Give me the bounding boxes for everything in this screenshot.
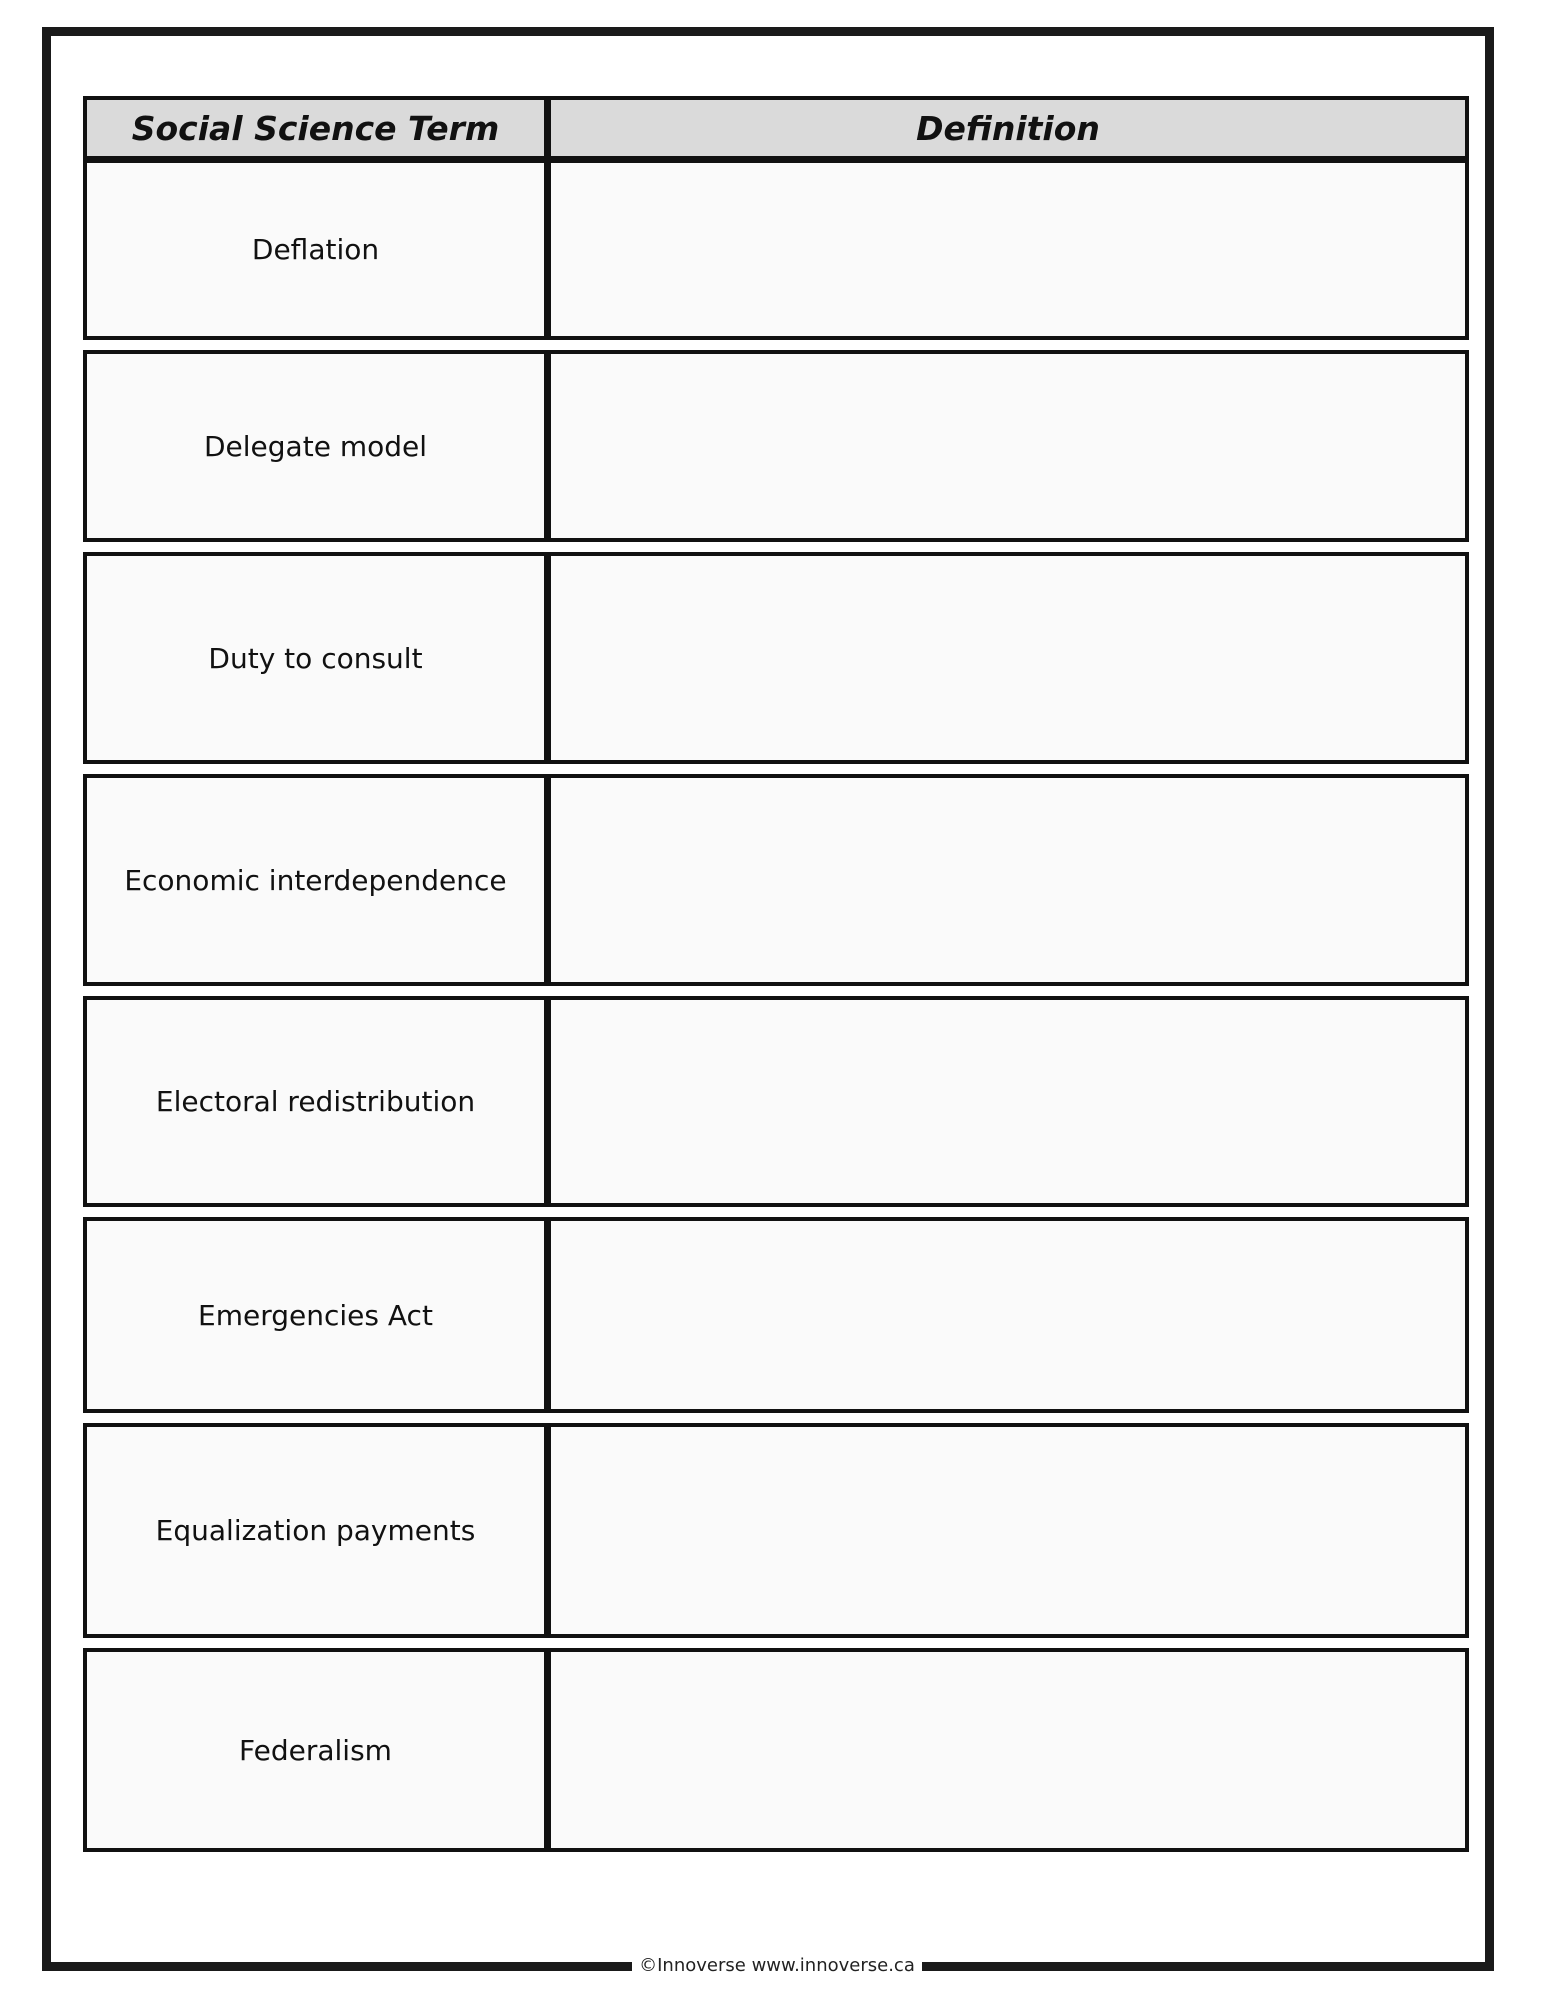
term-cell-emergencies-act — [83, 1217, 548, 1413]
header-term-label: Social Science Term — [131, 108, 500, 148]
footer — [632, 1950, 922, 1980]
term-cell-federalism — [83, 1648, 548, 1852]
term-cell-electoral-redistribution — [83, 996, 548, 1207]
definition-cell-federalism[interactable] — [547, 1648, 1469, 1852]
definition-cell-emergencies-act[interactable] — [547, 1217, 1469, 1413]
definition-cell-deflation[interactable] — [547, 159, 1469, 340]
term-label: Electoral redistribution — [155, 1085, 476, 1118]
definition-cell-economic-interdependence[interactable] — [547, 774, 1469, 986]
term-label: Economic interdependence — [124, 863, 507, 897]
term-label: Duty to consult — [208, 641, 423, 675]
term-cell-economic-interdependence — [83, 774, 548, 986]
term-label: Deflation — [251, 233, 380, 266]
header-definition — [547, 96, 1469, 160]
term-label: Equalization payments — [155, 1514, 476, 1547]
definition-cell-equalization-payments[interactable] — [547, 1423, 1469, 1638]
header-term — [83, 96, 548, 160]
term-label: Federalism — [239, 1733, 392, 1767]
term-cell-equalization-payments — [83, 1423, 548, 1638]
definition-cell-delegate-model[interactable] — [547, 350, 1469, 542]
term-cell-deflation — [83, 159, 548, 340]
definition-cell-duty-to-consult[interactable] — [547, 552, 1469, 764]
footer-copyright: ©Innoverse www.innoverse.ca — [639, 1954, 915, 1976]
term-cell-delegate-model — [83, 350, 548, 542]
header-definition-label: Definition — [916, 108, 1100, 148]
term-label: Delegate model — [203, 429, 427, 463]
term-cell-duty-to-consult — [83, 552, 548, 764]
definition-cell-electoral-redistribution[interactable] — [547, 996, 1469, 1207]
term-label: Emergencies Act — [198, 1298, 433, 1332]
